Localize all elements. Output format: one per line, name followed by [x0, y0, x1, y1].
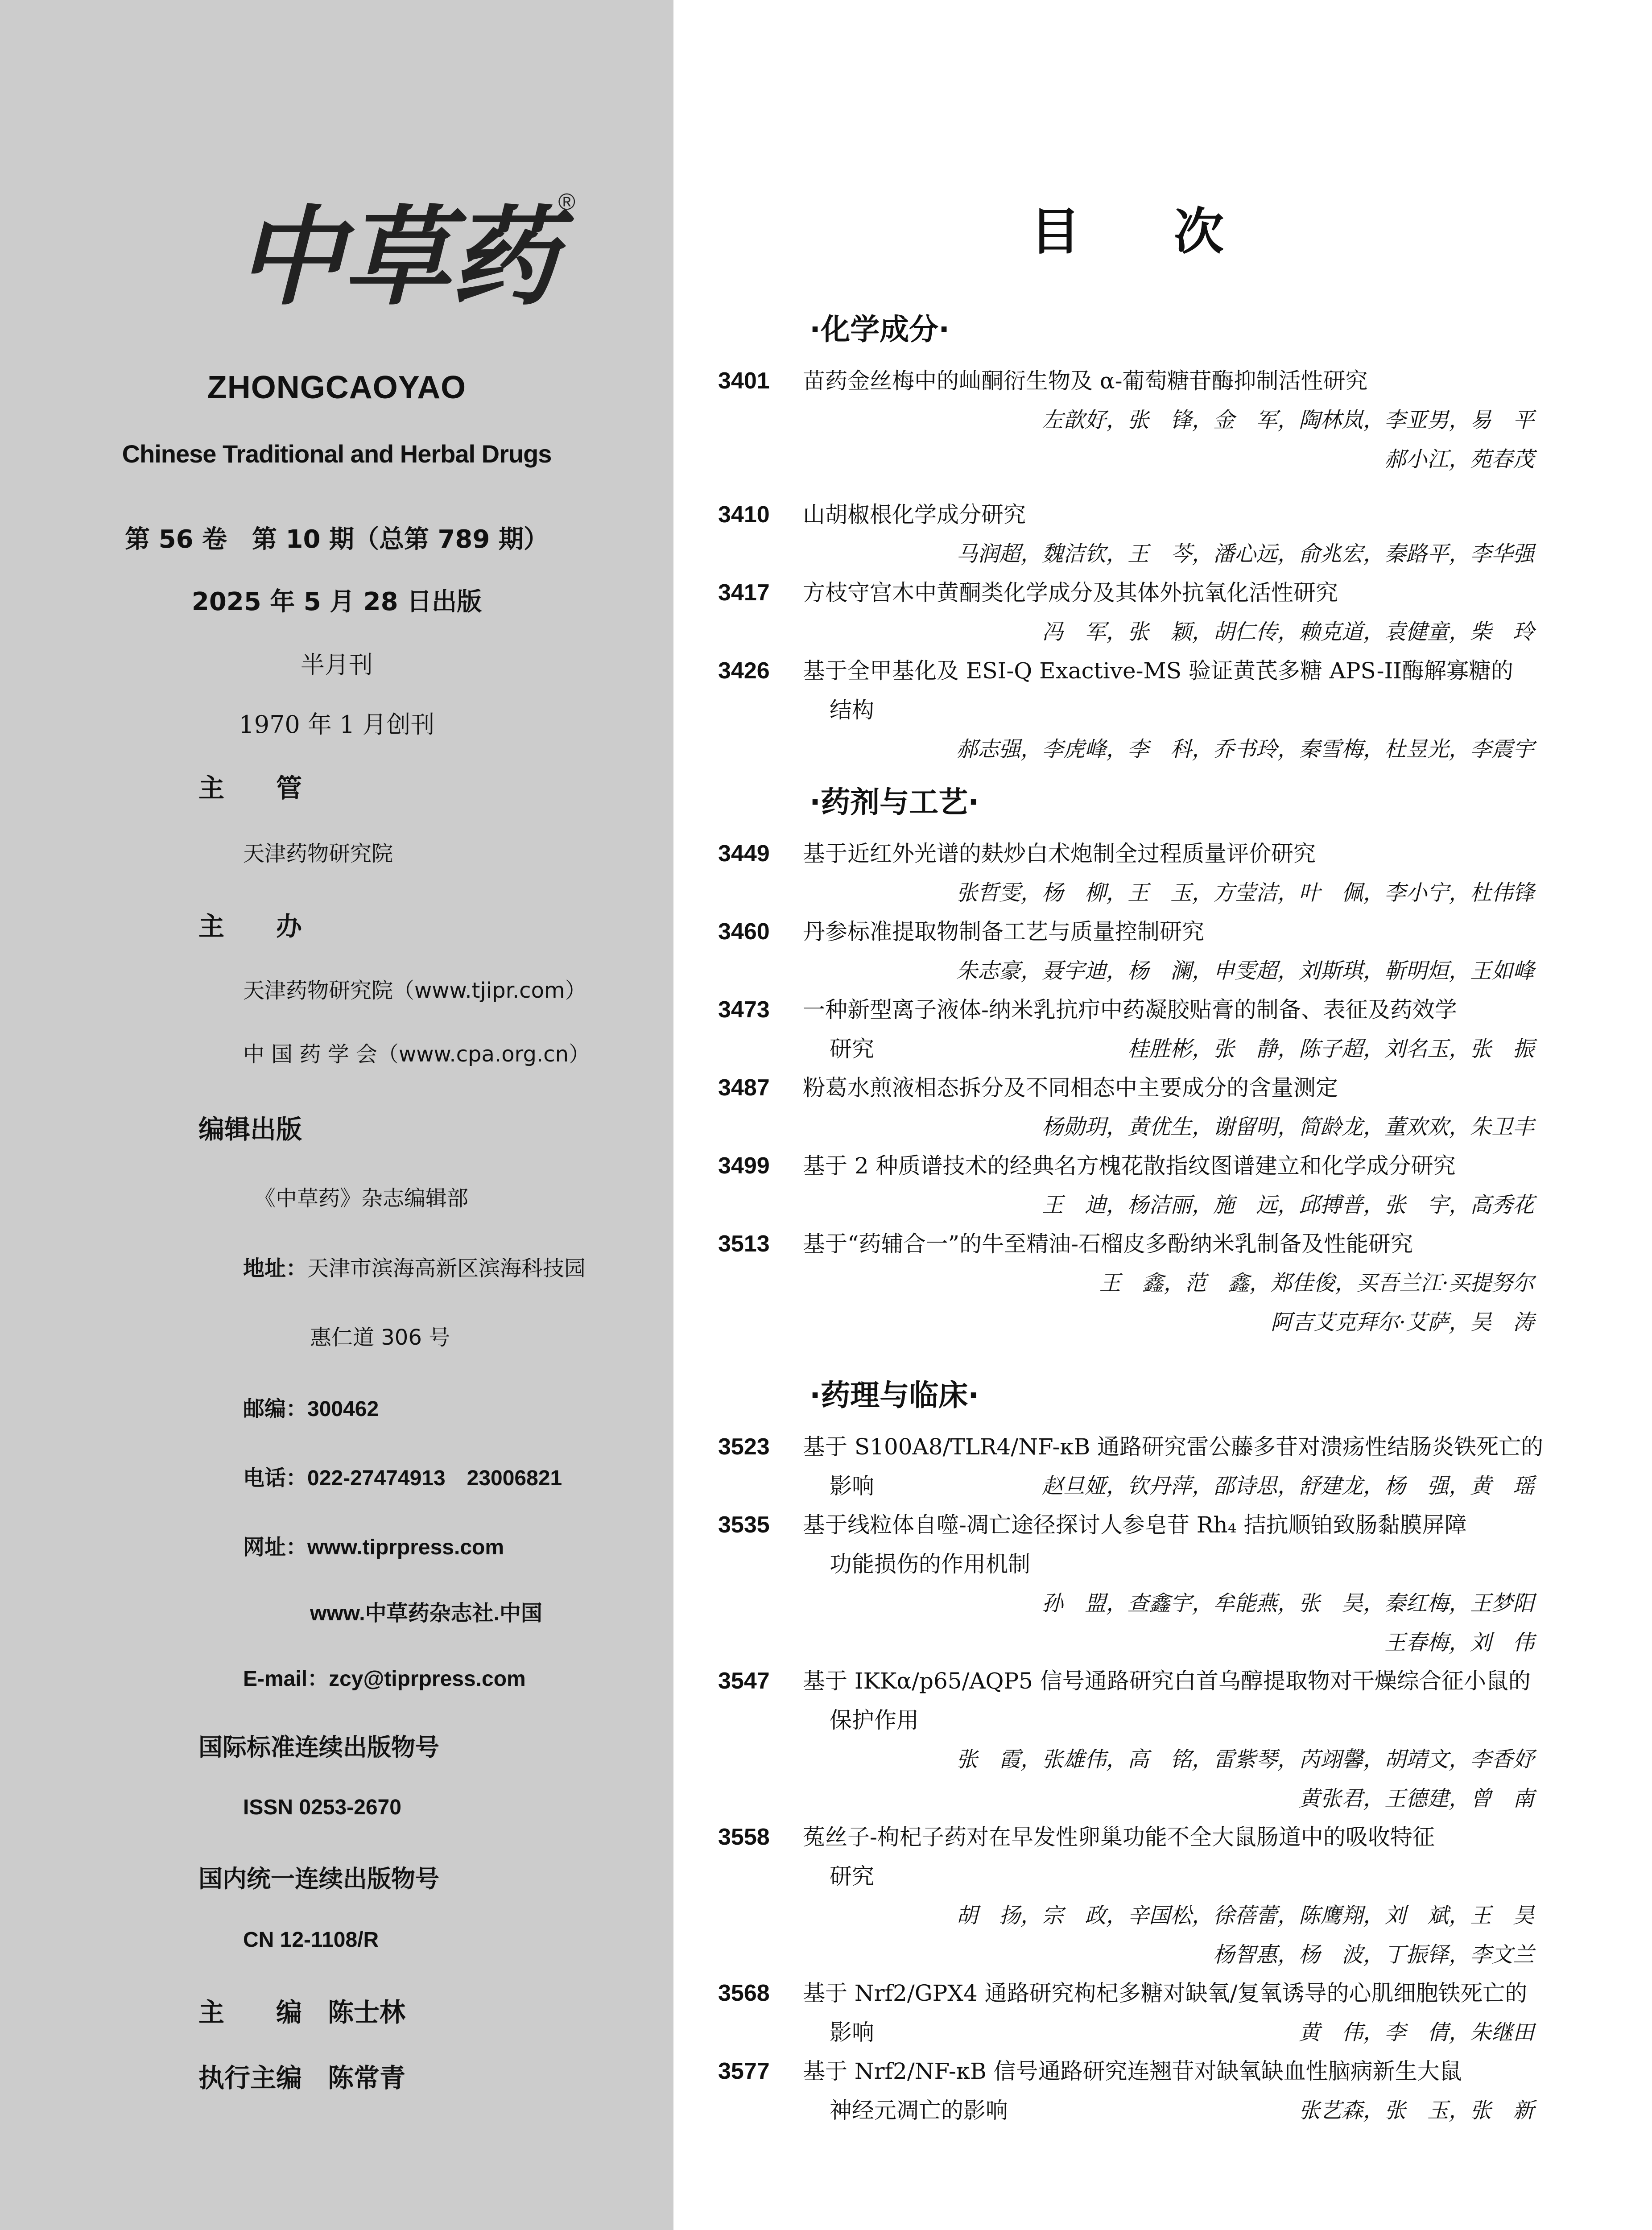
- logo-text: 中草药: [236, 194, 558, 320]
- phone-label: 电话：: [243, 1466, 308, 1491]
- masthead-sidebar: [0, 0, 673, 2230]
- supervisor-label: 主 管: [198, 773, 302, 803]
- toc-title: 目次: [1030, 203, 1317, 261]
- toc-article-title: 基于 Nrf2/NF-κB 信号通路研究连翘苷对缺氧缺血性脑病新生大鼠: [803, 2058, 1462, 2084]
- email-value: zcy@tiprpress.com: [329, 1667, 526, 1691]
- toc-authors: 朱志豪，聂宇迪，杨 澜，申雯超，刘斯琪，靳明烜，王如峰: [956, 958, 1534, 983]
- email-label: E-mail：: [243, 1667, 329, 1691]
- toc-authors: 胡 扬，宗 政，辛国松，徐蓓蕾，陈鹰翔，刘 斌，王 昊: [956, 1903, 1534, 1928]
- sponsor-2: 中 国 药 学 会（www.cpa.org.cn）: [243, 1042, 590, 1067]
- toc-authors: 阿吉艾克拜尔·艾萨，吴 涛: [1270, 1310, 1534, 1335]
- issn-label: 国际标准连续出版物号: [198, 1733, 439, 1761]
- toc-authors: 王春梅，刘 伟: [1384, 1630, 1534, 1655]
- exec-editor-row: [198, 2057, 405, 2094]
- toc-article-title-tail: 影响: [830, 1473, 874, 1499]
- toc-page-number: 3547: [718, 1668, 770, 1694]
- toc-article-title: 方枝守宫木中黄酮类化学成分及其体外抗氧化活性研究: [803, 580, 1338, 606]
- toc-page-number: 3513: [718, 1231, 770, 1257]
- founded-date: 1970 年 1 月创刊: [239, 710, 435, 739]
- chief-editor-name: 陈士林: [328, 1997, 406, 2028]
- toc-authors: 杨智惠，杨 波，丁振铎，李文兰: [1213, 1942, 1534, 1967]
- toc-article-title: 山胡椒根化学成分研究: [803, 502, 1026, 528]
- toc-article-title-tail: 研究: [830, 1036, 874, 1062]
- exec-editor-label: 执行主编: [198, 2063, 302, 2093]
- email-row: [243, 1661, 526, 1692]
- toc-authors: 孙 盟，查鑫宇，牟能燕，张 昊，秦红梅，王梦阳: [1041, 1591, 1534, 1616]
- cn-value: CN 12-1108/R: [243, 1928, 379, 1952]
- toc-article-title: 粉葛水煎液相态拆分及不同相态中主要成分的含量测定: [803, 1075, 1338, 1101]
- toc-article-title: 一种新型离子液体-纳米乳抗疖中药凝胶贴膏的制备、表征及药效学: [803, 997, 1457, 1023]
- website-value-1: www.tiprpress.com: [307, 1536, 504, 1559]
- postcode-value: 300462: [307, 1397, 379, 1421]
- toc-authors: 赵旦娅，钦丹萍，邵诗思，舒建龙，杨 强，黄 瑶: [1041, 1474, 1534, 1499]
- toc-authors: 张艺森，张 玉，张 新: [1298, 2098, 1534, 2123]
- registered-mark: ®: [558, 189, 575, 215]
- toc-page-number: 3499: [718, 1153, 770, 1179]
- address-line-1: [243, 1251, 586, 1282]
- toc-page-number: 3417: [718, 580, 770, 606]
- phone-row: [243, 1461, 562, 1491]
- toc-article-title: 基于全甲基化及 ESI-Q Exactive-MS 验证黄芪多糖 APS-II酶解寡糖的: [803, 658, 1513, 684]
- toc-authors: 王 迪，杨洁丽，施 远，邱搏普，张 宇，高秀花: [1041, 1193, 1534, 1218]
- toc-article-title: 基于 2 种质谱技术的经典名方槐花散指纹图谱建立和化学成分研究: [803, 1153, 1456, 1179]
- toc-authors: 杨勋玥，黄优生，谢留明，简龄龙，董欢欢，朱卫丰: [1041, 1115, 1534, 1140]
- website-label: 网址：: [243, 1535, 308, 1560]
- toc-page-number: 3535: [718, 1512, 770, 1538]
- toc-section-heading: ·药理与临床·: [809, 1378, 979, 1412]
- postcode-row: [243, 1392, 379, 1422]
- toc-authors: 黄张君，王德建，曾 南: [1298, 1786, 1534, 1811]
- chief-editor-row: [198, 1991, 405, 2029]
- exec-editor-name: 陈常青: [328, 2063, 406, 2093]
- website-value-2: www.中草药杂志社.中国: [310, 1602, 542, 1625]
- toc-article-title: 保护作用: [830, 1707, 919, 1733]
- toc-article-title: 基于线粒体自噬-凋亡途径探讨人参皂苷 Rh₄ 拮抗顺铂致肠黏膜屏障: [803, 1512, 1467, 1538]
- toc-section-heading: ·药剂与工艺·: [809, 785, 979, 819]
- toc-article-title: 丹参标准提取物制备工艺与质量控制研究: [803, 919, 1204, 945]
- toc-article-title: 结构: [830, 697, 874, 723]
- toc-page-number: 3426: [718, 658, 770, 684]
- supervisor-value: 天津药物研究院: [243, 841, 393, 866]
- toc-page-number: 3460: [718, 919, 770, 945]
- toc-article-title: 基于 Nrf2/GPX4 通路研究枸杞多糖对缺氧/复氧诱导的心肌细胞铁死亡的: [803, 1980, 1528, 2006]
- journal-logo: [232, 178, 580, 326]
- toc-authors: 王 鑫，范 鑫，郑佳俊，买吾兰江·买提努尔: [1099, 1271, 1534, 1296]
- toc-article-title: 菟丝子-枸杞子药对在早发性卵巢功能不全大鼠肠道中的吸收特征: [803, 1824, 1435, 1850]
- address-label: 地址：: [243, 1256, 308, 1281]
- toc-authors: 张哲雯，杨 柳，王 玉，方莹洁，叶 佩，李小宁，杜伟锋: [956, 880, 1534, 905]
- journal-subtitle-en: Chinese Traditional and Herbal Drugs: [122, 440, 552, 468]
- toc-authors: 郝志强，李虎峰，李 科，乔书玲，秦雪梅，杜昱光，李震宇: [956, 737, 1534, 762]
- toc-article-title-tail: 神经元凋亡的影响: [830, 2098, 1008, 2123]
- journal-title-en: ZHONGCAOYAO: [207, 370, 467, 405]
- toc-page-number: 3473: [718, 997, 770, 1023]
- toc-article-title: 基于“药辅合一”的牛至精油-石榴皮多酚纳米乳制备及性能研究: [803, 1231, 1413, 1257]
- toc-article-title-tail: 影响: [830, 2019, 874, 2045]
- toc-authors: 郝小江，苑春茂: [1384, 447, 1534, 472]
- toc-article-title: 研究: [830, 1863, 874, 1889]
- phone-value: 022-27474913 23006821: [307, 1466, 562, 1490]
- chief-editor-label: 主 编: [198, 1997, 302, 2028]
- toc-page-number: 3410: [718, 502, 770, 528]
- toc-article-title: 基于近红外光谱的麸炒白术炮制全过程质量评价研究: [803, 841, 1316, 867]
- website-row: [243, 1530, 504, 1561]
- toc-section-heading: ·化学成分·: [809, 312, 950, 347]
- toc-authors: 马润超，魏洁钦，王 芩，潘心远，俞兆宏，秦路平，李华强: [956, 541, 1534, 566]
- toc-page-number: 3558: [718, 1824, 770, 1850]
- toc-authors: 桂胜彬，张 静，陈子超，刘名玉，张 振: [1127, 1037, 1534, 1061]
- publisher-label: 编辑出版: [198, 1114, 302, 1144]
- toc-page-number: 3449: [718, 841, 770, 867]
- toc-article-title: 苗药金丝梅中的屾酮衍生物及 α-葡萄糖苷酶抑制活性研究: [803, 368, 1368, 394]
- postcode-label: 邮编：: [243, 1396, 308, 1421]
- issue-volume: 第 56 卷 第 10 期（总第 789 期）: [125, 525, 549, 554]
- publication-date: 2025 年 5 月 28 日出版: [191, 587, 482, 616]
- sponsor-1: 天津药物研究院（www.tjipr.com）: [243, 978, 586, 1003]
- toc-article-title: 功能损伤的作用机制: [830, 1551, 1030, 1577]
- toc-page-number: 3487: [718, 1075, 770, 1101]
- publication-frequency: 半月刊: [301, 651, 373, 679]
- toc-authors: 黄 伟，李 倩，朱继田: [1298, 2020, 1534, 2045]
- address-line-2: 惠仁道 306 号: [310, 1325, 450, 1350]
- publisher-value: 《中草药》杂志编辑部: [254, 1186, 469, 1211]
- address-value-1: 天津市滨海高新区滨海科技园: [307, 1256, 586, 1281]
- toc-page-number: 3401: [718, 368, 770, 394]
- toc-page-number: 3577: [718, 2058, 770, 2084]
- toc-authors: 左歆好，张 锋，金 军，陶林岚，李亚男，易 平: [1041, 408, 1534, 433]
- toc-page-number: 3568: [718, 1980, 770, 2006]
- toc-article-title: 基于 IKKα/p65/AQP5 信号通路研究白首乌醇提取物对干燥综合征小鼠的: [803, 1668, 1531, 1694]
- toc-authors: 张 霞，张雄伟，高 铭，雷紫琴，芮翊馨，胡靖文，李香妤: [956, 1747, 1534, 1772]
- sponsor-label: 主 办: [198, 911, 302, 942]
- issn-value: ISSN 0253-2670: [243, 1796, 401, 1819]
- toc-page-number: 3523: [718, 1434, 770, 1460]
- toc-authors: 冯 军，张 颖，胡仁传，赖克道，袁健童，柴 玲: [1041, 619, 1534, 644]
- toc-article-title: 基于 S100A8/TLR4/NF-κB 通路研究雷公藤多苷对溃疡性结肠炎铁死亡的: [803, 1434, 1544, 1460]
- cn-label: 国内统一连续出版物号: [198, 1865, 439, 1893]
